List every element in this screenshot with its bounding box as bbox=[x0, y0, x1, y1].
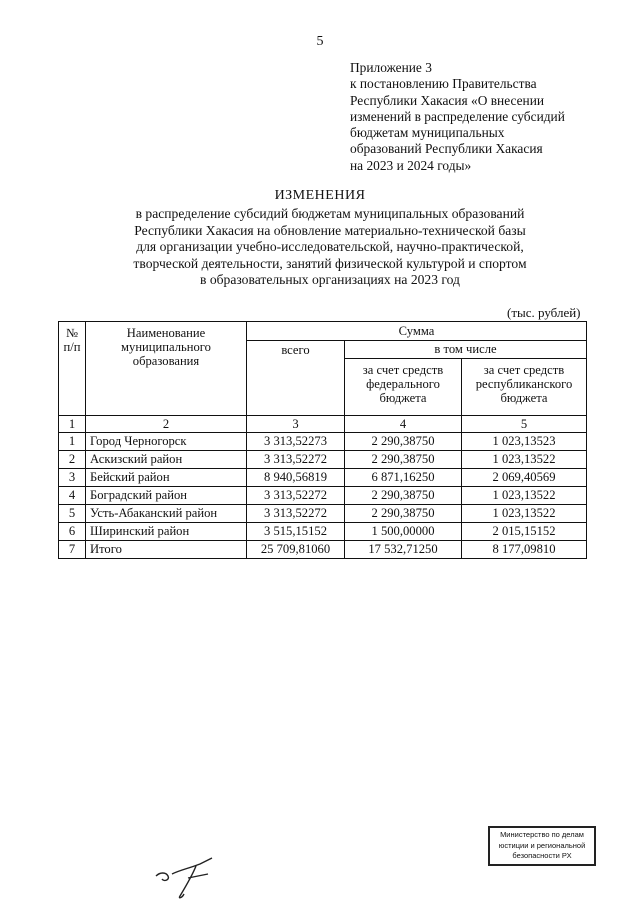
units-label: (тыс. рублей) bbox=[507, 305, 581, 320]
table-row bbox=[59, 523, 587, 541]
row-number: 6 bbox=[59, 523, 86, 541]
subsidy-table bbox=[58, 321, 587, 559]
row-republic: 8 177,09810 bbox=[462, 541, 587, 559]
row-name: Итого bbox=[86, 541, 247, 559]
subtitle-line: Республики Хакасия на обновление материально-технической базы bbox=[134, 222, 526, 238]
column-number: 2 bbox=[86, 416, 247, 433]
table-row bbox=[59, 469, 587, 487]
row-republic: 2 015,15152 bbox=[462, 523, 587, 541]
row-total: 3 313,52272 bbox=[247, 451, 345, 469]
appendix-line: Республики Хакасия «О внесении bbox=[350, 92, 545, 108]
subtitle-line: в образовательных организациях на 2023 год bbox=[200, 272, 460, 288]
row-republic: 2 069,40569 bbox=[462, 469, 587, 487]
header-including: в том числе bbox=[345, 341, 587, 359]
column-number: 4 bbox=[345, 416, 462, 433]
appendix-line: изменений в распределение субсидий bbox=[350, 108, 565, 124]
row-total: 3 515,15152 bbox=[247, 523, 345, 541]
table-row bbox=[59, 487, 587, 505]
stamp-line: Министерство по делам bbox=[500, 830, 584, 839]
row-name: Город Черногорск bbox=[86, 433, 247, 451]
row-republic: 1 023,13523 bbox=[462, 433, 587, 451]
row-federal: 2 290,38750 bbox=[345, 505, 462, 523]
row-number: 7 bbox=[59, 541, 86, 559]
row-number: 5 bbox=[59, 505, 86, 523]
header-num: № п/п bbox=[59, 322, 86, 416]
subtitle-line: творческой деятельности, занятий физической культурой и спортом bbox=[133, 255, 527, 271]
table-row bbox=[59, 451, 587, 469]
header-republic: за счет средств республиканского бюджета bbox=[462, 359, 587, 416]
appendix-line: к постановлению Правительства bbox=[350, 76, 537, 92]
row-federal: 2 290,38750 bbox=[345, 433, 462, 451]
row-total: 8 940,56819 bbox=[247, 469, 345, 487]
page-number: 5 bbox=[316, 34, 324, 49]
appendix-line: Приложение 3 bbox=[350, 60, 432, 75]
ministry-stamp bbox=[488, 826, 596, 866]
row-name: Ширинский район bbox=[86, 523, 247, 541]
signature-icon bbox=[150, 852, 230, 902]
subtitle-line: для организации учебно-исследовательской, научно-практической, bbox=[136, 239, 524, 255]
stamp-line: юстиции и региональной bbox=[498, 840, 586, 850]
header-sum: Сумма bbox=[247, 322, 587, 341]
appendix-block bbox=[350, 60, 620, 174]
row-federal: 17 532,71250 bbox=[345, 541, 462, 559]
appendix-line: образований Республики Хакасия bbox=[350, 141, 543, 157]
row-republic: 1 023,13522 bbox=[462, 487, 587, 505]
row-name: Боградский район bbox=[86, 487, 247, 505]
row-total: 25 709,81060 bbox=[247, 541, 345, 559]
row-name: Бейский район bbox=[86, 469, 247, 487]
row-federal: 6 871,16250 bbox=[345, 469, 462, 487]
stamp-line: безопасности РХ bbox=[512, 851, 572, 860]
header-federal: за счет средств федерального бюджета bbox=[345, 359, 462, 416]
table-row-total bbox=[59, 541, 587, 559]
row-number: 1 bbox=[59, 433, 86, 451]
document-title: ИЗМЕНЕНИЯ bbox=[274, 188, 366, 203]
row-federal: 2 290,38750 bbox=[345, 487, 462, 505]
appendix-line: бюджетам муниципальных bbox=[350, 125, 505, 141]
column-number: 3 bbox=[247, 416, 345, 433]
table-row bbox=[59, 433, 587, 451]
row-republic: 1 023,13522 bbox=[462, 451, 587, 469]
column-number: 1 bbox=[59, 416, 86, 433]
column-number-row bbox=[59, 416, 587, 433]
row-number: 3 bbox=[59, 469, 86, 487]
header-total: всего bbox=[247, 341, 345, 416]
row-republic: 1 023,13522 bbox=[462, 505, 587, 523]
row-name: Аскизский район bbox=[86, 451, 247, 469]
row-total: 3 313,52273 bbox=[247, 433, 345, 451]
row-total: 3 313,52272 bbox=[247, 505, 345, 523]
row-federal: 2 290,38750 bbox=[345, 451, 462, 469]
row-number: 2 bbox=[59, 451, 86, 469]
column-number: 5 bbox=[462, 416, 587, 433]
table-row bbox=[59, 505, 587, 523]
appendix-line: на 2023 и 2024 годы» bbox=[350, 157, 472, 173]
document-subtitle bbox=[0, 206, 640, 289]
row-federal: 1 500,00000 bbox=[345, 523, 462, 541]
row-number: 4 bbox=[59, 487, 86, 505]
row-total: 3 313,52272 bbox=[247, 487, 345, 505]
subtitle-line: в распределение субсидий бюджетам муниципальных образований bbox=[135, 206, 525, 221]
row-name: Усть-Абаканский район bbox=[86, 505, 247, 523]
header-row bbox=[59, 322, 587, 341]
header-name: Наименование муниципального образования bbox=[86, 322, 247, 416]
